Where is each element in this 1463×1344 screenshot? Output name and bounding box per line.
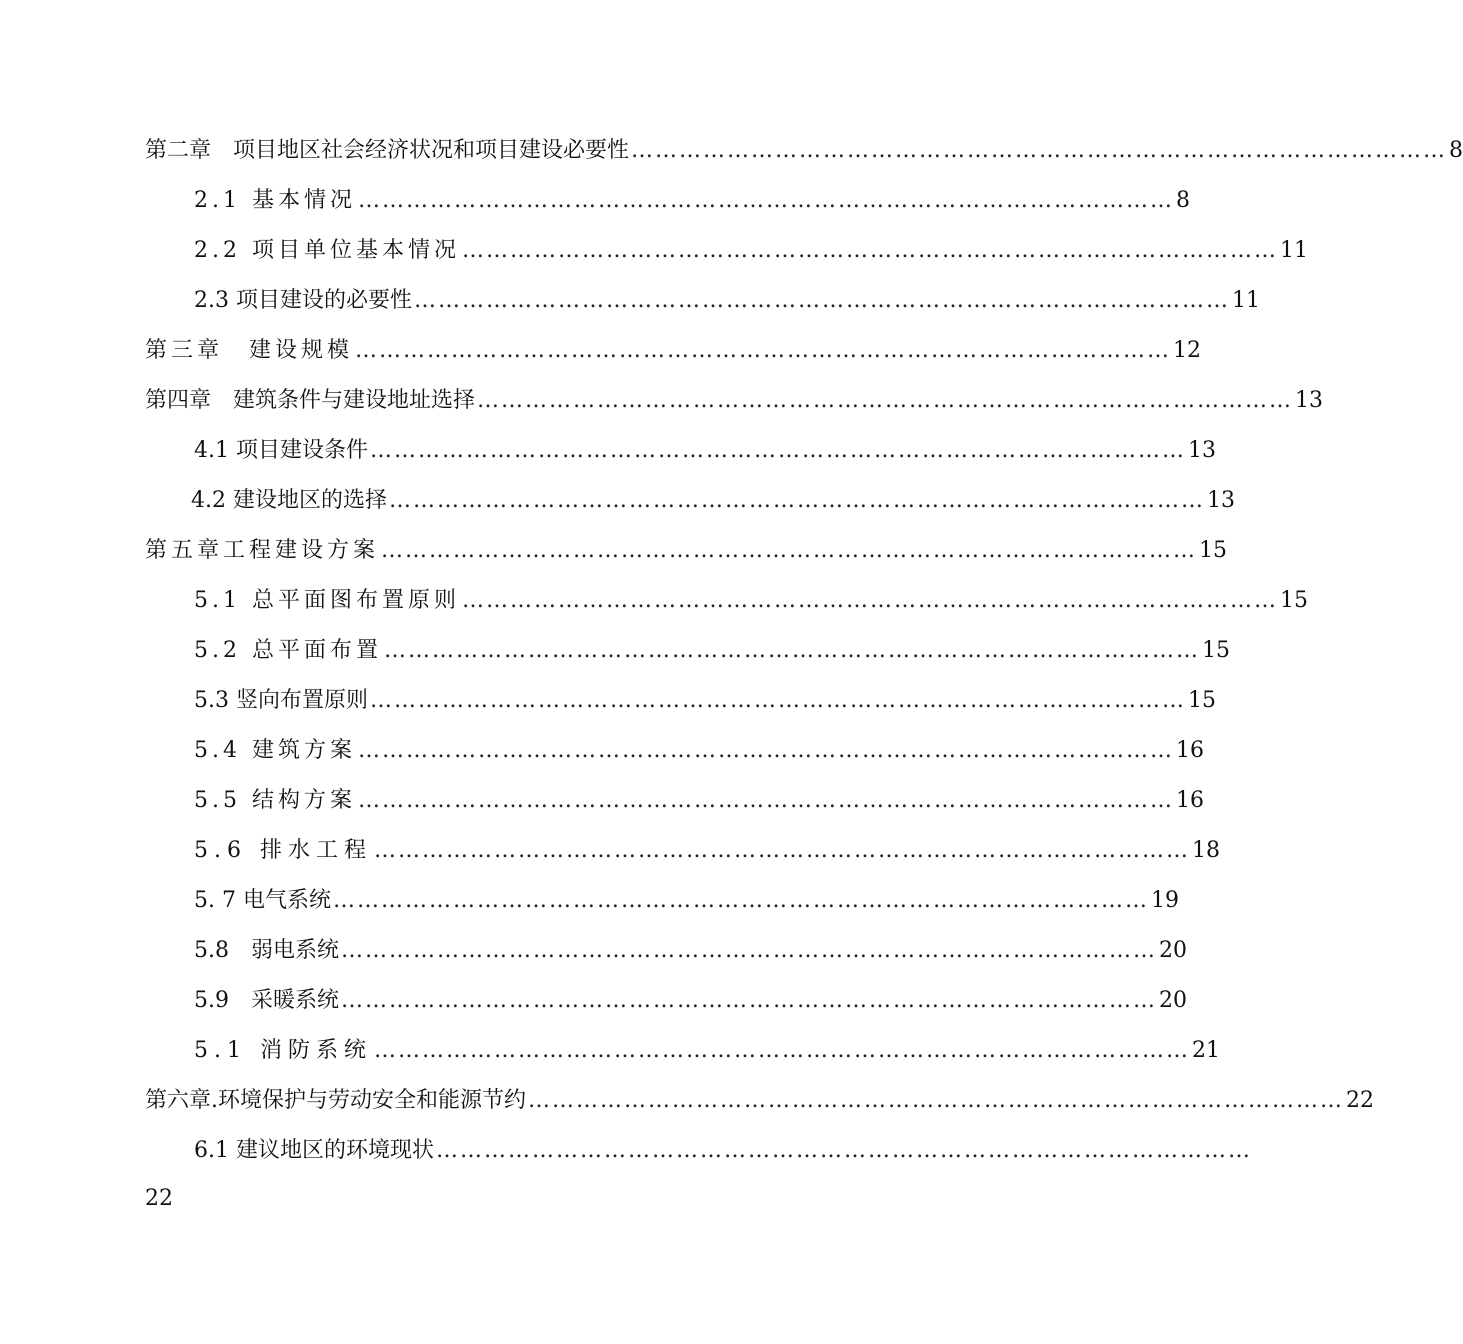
toc-leader: ………………………………………………………………………………………… xyxy=(528,1088,1344,1113)
toc-leader: ………………………………………………………………………………………… xyxy=(461,588,1278,613)
toc-leader: ………………………………………………………………………………………… xyxy=(341,988,1157,1013)
toc-entry-page: 16 xyxy=(1175,788,1204,813)
toc-entry-5-7[interactable] xyxy=(194,885,1179,917)
toc-entry-page: 22 xyxy=(145,1186,173,1211)
toc-entry-page: 11 xyxy=(1231,288,1260,313)
toc-leader: ………………………………………………………………………………………… xyxy=(435,1138,1252,1163)
toc-entry-page: 8 xyxy=(1175,188,1190,213)
toc-entry-5-10[interactable] xyxy=(194,1035,1220,1067)
toc-entry-label: 第三章 建设规模 xyxy=(145,338,354,363)
toc-leader: ………………………………………………………………………………………… xyxy=(383,638,1200,663)
toc-entry-chapter-2[interactable] xyxy=(145,135,1463,167)
toc-entry-4-2[interactable] xyxy=(191,485,1235,517)
toc-entry-label: 2.3 项目建设的必要性 xyxy=(194,288,412,313)
toc-entry-page: 13 xyxy=(1295,388,1324,413)
toc-leader: ………………………………………………………………………………………… xyxy=(477,388,1294,413)
toc-entry-label: 第四章 建筑条件与建设地址选择 xyxy=(145,388,476,413)
toc-entry-label: 4.2 建设地区的选择 xyxy=(191,488,387,513)
toc-entry-page: 15 xyxy=(1279,588,1308,613)
toc-entry-label: 第五章工程建设方案 xyxy=(145,538,380,563)
toc-entry-page: 20 xyxy=(1159,988,1187,1013)
toc-entry-2-2[interactable] xyxy=(194,235,1308,267)
toc-leader: ………………………………………………………………………………………… xyxy=(461,238,1278,263)
toc-entry-label: 5.4 建筑方案 xyxy=(194,738,356,763)
toc-leader: ………………………………………………………………………………………… xyxy=(388,488,1205,513)
toc-entry-label: 5.2 总平面布置 xyxy=(194,638,382,663)
toc-entry-label: 5.1 消防系统 xyxy=(194,1038,372,1063)
toc-entry-page: 15 xyxy=(1187,688,1216,713)
toc-leader: ………………………………………………………………………………………… xyxy=(357,788,1174,813)
toc-leader: ………………………………………………………………………………………… xyxy=(369,438,1186,463)
toc-entry-chapter-4[interactable] xyxy=(145,385,1324,417)
toc-entry-label: 5.6 排水工程 xyxy=(194,838,372,863)
toc-leader: ………………………………………………………………………………………… xyxy=(341,938,1157,963)
toc-entry-label: 第二章 项目地区社会经济状况和项目建设必要性 xyxy=(145,138,630,163)
toc-leader: ………………………………………………………………………………………… xyxy=(357,738,1174,763)
toc-entry-chapter-6[interactable] xyxy=(145,1085,1374,1117)
toc-entry-page: 16 xyxy=(1175,738,1204,763)
toc-entry-label: 2.1 基本情况 xyxy=(194,188,356,213)
toc-entry-label: 5.3 竖向布置原则 xyxy=(194,688,368,713)
toc-entry-label: 5.9 采暖系统 xyxy=(194,988,339,1013)
toc-entry-page: 22 xyxy=(1346,1088,1374,1113)
toc-entry-chapter-5[interactable] xyxy=(145,535,1228,567)
toc-entry-page: 15 xyxy=(1201,638,1230,663)
toc-entry-5-8[interactable] xyxy=(194,935,1187,967)
toc-entry-5-9[interactable] xyxy=(194,985,1187,1017)
toc-entry-label: 5.1 总平面图布置原则 xyxy=(194,588,460,613)
toc-entry-2-1[interactable] xyxy=(194,185,1190,217)
toc-entry-label: 2.2 项目单位基本情况 xyxy=(194,238,460,263)
toc-leader: ………………………………………………………………………………………… xyxy=(373,838,1190,863)
toc-entry-chapter-3[interactable] xyxy=(145,335,1202,367)
toc-entry-5-2[interactable] xyxy=(194,635,1230,667)
toc-leader: ………………………………………………………………………………………… xyxy=(413,288,1230,313)
toc-leader: ………………………………………………………………………………………… xyxy=(357,188,1174,213)
toc-entry-page: 20 xyxy=(1159,938,1187,963)
toc-entry-label: 5. 7 电气系统 xyxy=(194,888,331,913)
toc-entry-page: 11 xyxy=(1279,238,1308,263)
toc-leader: ………………………………………………………………………………………… xyxy=(369,688,1186,713)
toc-entry-label: 第六章.环境保护与劳动安全和能源节约 xyxy=(145,1088,526,1113)
toc-entry-6-1[interactable] xyxy=(194,1135,1252,1167)
toc-entry-4-1[interactable] xyxy=(194,435,1216,467)
toc-entry-page: 13 xyxy=(1206,488,1235,513)
toc-entry-5-3[interactable] xyxy=(194,685,1216,717)
toc-entry-page: 8 xyxy=(1449,138,1463,163)
toc-entry-page: 13 xyxy=(1187,438,1216,463)
toc-entry-5-5[interactable] xyxy=(194,785,1204,817)
toc-leader: ………………………………………………………………………………………… xyxy=(355,338,1172,363)
toc-entry-label: 4.1 项目建设条件 xyxy=(194,438,368,463)
toc-leader: ………………………………………………………………………………………… xyxy=(332,888,1149,913)
toc-leader: ………………………………………………………………………………………… xyxy=(373,1038,1190,1063)
toc-entry-page: 18 xyxy=(1191,838,1220,863)
toc-entry-page: 15 xyxy=(1199,538,1228,563)
toc-overflow-page-number xyxy=(145,1183,245,1215)
toc-entry-5-4[interactable] xyxy=(194,735,1204,767)
toc-leader: ………………………………………………………………………………………… xyxy=(381,538,1198,563)
toc-entry-5-1[interactable] xyxy=(194,585,1308,617)
toc-entry-page: 19 xyxy=(1150,888,1179,913)
toc-entry-label: 6.1 建议地区的环境现状 xyxy=(194,1138,434,1163)
toc-entry-page: 21 xyxy=(1191,1038,1220,1063)
toc-entry-label: 5.8 弱电系统 xyxy=(194,938,339,963)
toc-entry-5-6[interactable] xyxy=(194,835,1220,867)
toc-entry-2-3[interactable] xyxy=(194,285,1260,317)
toc-entry-page: 12 xyxy=(1173,338,1202,363)
toc-entry-label: 5.5 结构方案 xyxy=(194,788,356,813)
toc-leader: ………………………………………………………………………………………… xyxy=(631,138,1448,163)
